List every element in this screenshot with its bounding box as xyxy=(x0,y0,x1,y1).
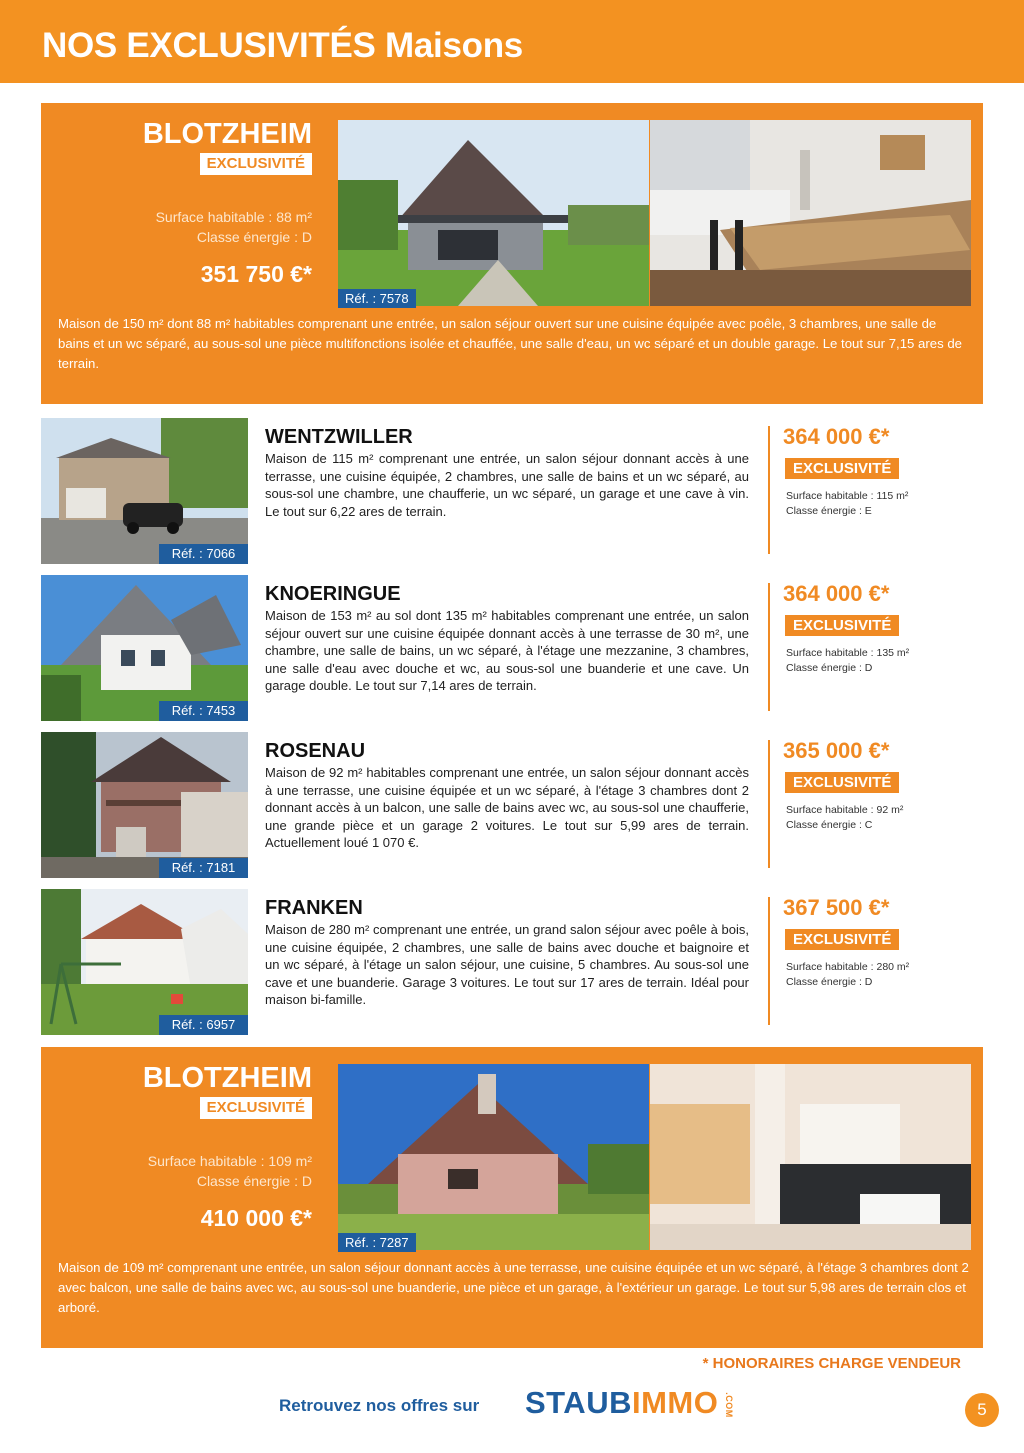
exclusivite-badge: EXCLUSIVITÉ xyxy=(785,615,899,636)
surface-habitable: Surface habitable : 109 m² xyxy=(147,1153,312,1169)
exclusivite-badge: EXCLUSIVITÉ xyxy=(200,1097,312,1119)
listing-price: 364 000 €* xyxy=(783,581,890,606)
surface-habitable: Surface habitable : 88 m² xyxy=(155,209,312,225)
feature-city: BLOTZHEIM xyxy=(142,118,312,150)
classe-energie: Classe énergie : E xyxy=(786,505,872,517)
exclusivite-badge: EXCLUSIVITÉ xyxy=(785,929,899,950)
divider xyxy=(768,426,770,554)
feature-listing-2 xyxy=(41,1047,983,1348)
listing-item xyxy=(41,889,983,1035)
classe-energie: Classe énergie : D xyxy=(196,1173,312,1189)
listing-price: 365 000 €* xyxy=(783,738,890,763)
listing-description: Maison de 115 m² comprenant une entrée, un salon séjour donnant accès à une terrasse, une cuisine équipée, 2 chambres, une salle de bains et un wc séparé, au sous-sol une chambre, une chaufferie, un wc séparé, un garage et une cave à vin. Le tout sur 6,22 ares de terrain. xyxy=(265,451,749,519)
page-number: 5 xyxy=(965,1393,999,1427)
feature-price: 351 750 €* xyxy=(200,261,312,287)
listing-description: Maison de 92 m² habitables comprenant une entrée, un salon séjour donnant accès à une terrasse, une cuisine équipée et un wc séparé, à l'étage 3 chambres dont 2 donnant accès à un balcon, une salle de bains avec wc, au sous-sol une chaufferie, une grande pièce et un garage 2 voitures. Le tout sur 5,99 ares de terrain. Actuellement loué 1 070 €. xyxy=(265,765,749,851)
listing-item xyxy=(41,575,983,721)
listing-photo[interactable] xyxy=(41,575,248,721)
reference-label: Réf. : 7578 xyxy=(338,289,416,308)
exclusivite-badge: EXCLUSIVITÉ xyxy=(785,458,899,479)
honoraires-note: * HONORAIRES CHARGE VENDEUR xyxy=(702,1355,961,1372)
reference-label: Réf. : 7181 xyxy=(159,858,248,878)
exclusivite-badge: EXCLUSIVITÉ xyxy=(200,153,312,175)
listing-price: 364 000 €* xyxy=(783,424,890,449)
listing-item xyxy=(41,418,983,564)
reference-label: Réf. : 7287 xyxy=(338,1233,416,1252)
living-room-photo[interactable] xyxy=(650,1064,971,1250)
classe-energie: Classe énergie : D xyxy=(786,662,873,674)
exclusivite-badge: EXCLUSIVITÉ xyxy=(785,772,899,793)
divider xyxy=(768,583,770,711)
listing-description: Maison de 153 m² au sol dont 135 m² habitables comprenant une entrée, un salon séjour ouvert sur une cuisine équipée donnant accès à une terrasse de 30 m², une chambre, une salle de bains, un wc séparé, à l'étage une mezzanine, 3 chambres, une salle d'eau avec douche et wc, au sous-sol une buanderie et une cave. Un garage double. Le tout sur 7,14 ares de terrain. xyxy=(265,608,749,694)
listing-photo[interactable] xyxy=(41,732,248,878)
listing-description: Maison de 280 m² comprenant une entrée, un grand salon séjour avec poêle à bois, une cuisine équipée, 2 chambres, une salle de bains avec douche et baignoire et un wc séparé, à l'étage un salon séjour, une cuisine, 5 chambres. Au sous-sol une cave et une buanderie. Garage 3 voitures. Le tout sur 17 ares de terrain. Idéal pour maison bi-famille. xyxy=(265,922,749,1008)
feature-description: Maison de 150 m² dont 88 m² habitables comprenant une entrée, un salon séjour ouvert sur une cuisine équipée avec poêle, 3 chambres, une salle de bains et un wc séparé, au sous-sol une pièce multifonctions isolée et chauffée, une salle d'eau, un wc séparé et un double garage. Le tout sur 7,15 ares de terrain. xyxy=(58,316,963,371)
feature-price: 410 000 €* xyxy=(200,1205,312,1231)
reference-label: Réf. : 7066 xyxy=(159,544,248,564)
listing-item xyxy=(41,732,983,878)
divider xyxy=(768,897,770,1025)
staubimmo-logo[interactable]: STAUBIMMO .COM xyxy=(525,1385,735,1420)
surface-habitable: Surface habitable : 115 m² xyxy=(786,490,909,502)
listing-photo[interactable] xyxy=(41,418,248,564)
listing-photo[interactable] xyxy=(41,889,248,1035)
feature-description: Maison de 109 m² comprenant une entrée, un salon séjour donnant accès à une terrasse, une cuisine équipée et un wc séparé, à l'étage 3 chambres dont 2 avec balcon, une salle de bains avec wc, au sous-sol une buanderie, une pièce et un garage, à l'extérieur un garage. Le tout sur 5,98 ares de terrain clos et arboré. xyxy=(58,1260,969,1315)
feature-listing-1 xyxy=(41,103,983,404)
feature-city: BLOTZHEIM xyxy=(142,1062,312,1094)
kitchen-dining-photo[interactable] xyxy=(650,120,971,306)
classe-energie: Classe énergie : D xyxy=(196,229,312,245)
surface-habitable: Surface habitable : 135 m² xyxy=(786,647,910,659)
house-exterior-photo[interactable] xyxy=(338,1064,649,1250)
retrouvez-text: Retrouvez nos offres sur xyxy=(279,1396,480,1415)
page-header xyxy=(0,0,1024,83)
surface-habitable: Surface habitable : 92 m² xyxy=(786,804,904,816)
reference-label: Réf. : 7453 xyxy=(159,701,248,721)
listing-city: WENTZWILLER xyxy=(265,426,413,448)
house-exterior-photo[interactable] xyxy=(338,120,649,306)
listing-city: ROSENAU xyxy=(265,740,366,762)
page-title: NOS EXCLUSIVITÉS Maisons xyxy=(42,26,523,65)
listing-price: 367 500 €* xyxy=(783,895,890,920)
surface-habitable: Surface habitable : 280 m² xyxy=(786,961,910,973)
listing-city: KNOERINGUE xyxy=(265,583,401,605)
listing-city: FRANKEN xyxy=(265,897,363,919)
classe-energie: Classe énergie : D xyxy=(786,976,873,988)
divider xyxy=(768,740,770,868)
reference-label: Réf. : 6957 xyxy=(159,1015,248,1035)
classe-energie: Classe énergie : C xyxy=(786,819,873,831)
